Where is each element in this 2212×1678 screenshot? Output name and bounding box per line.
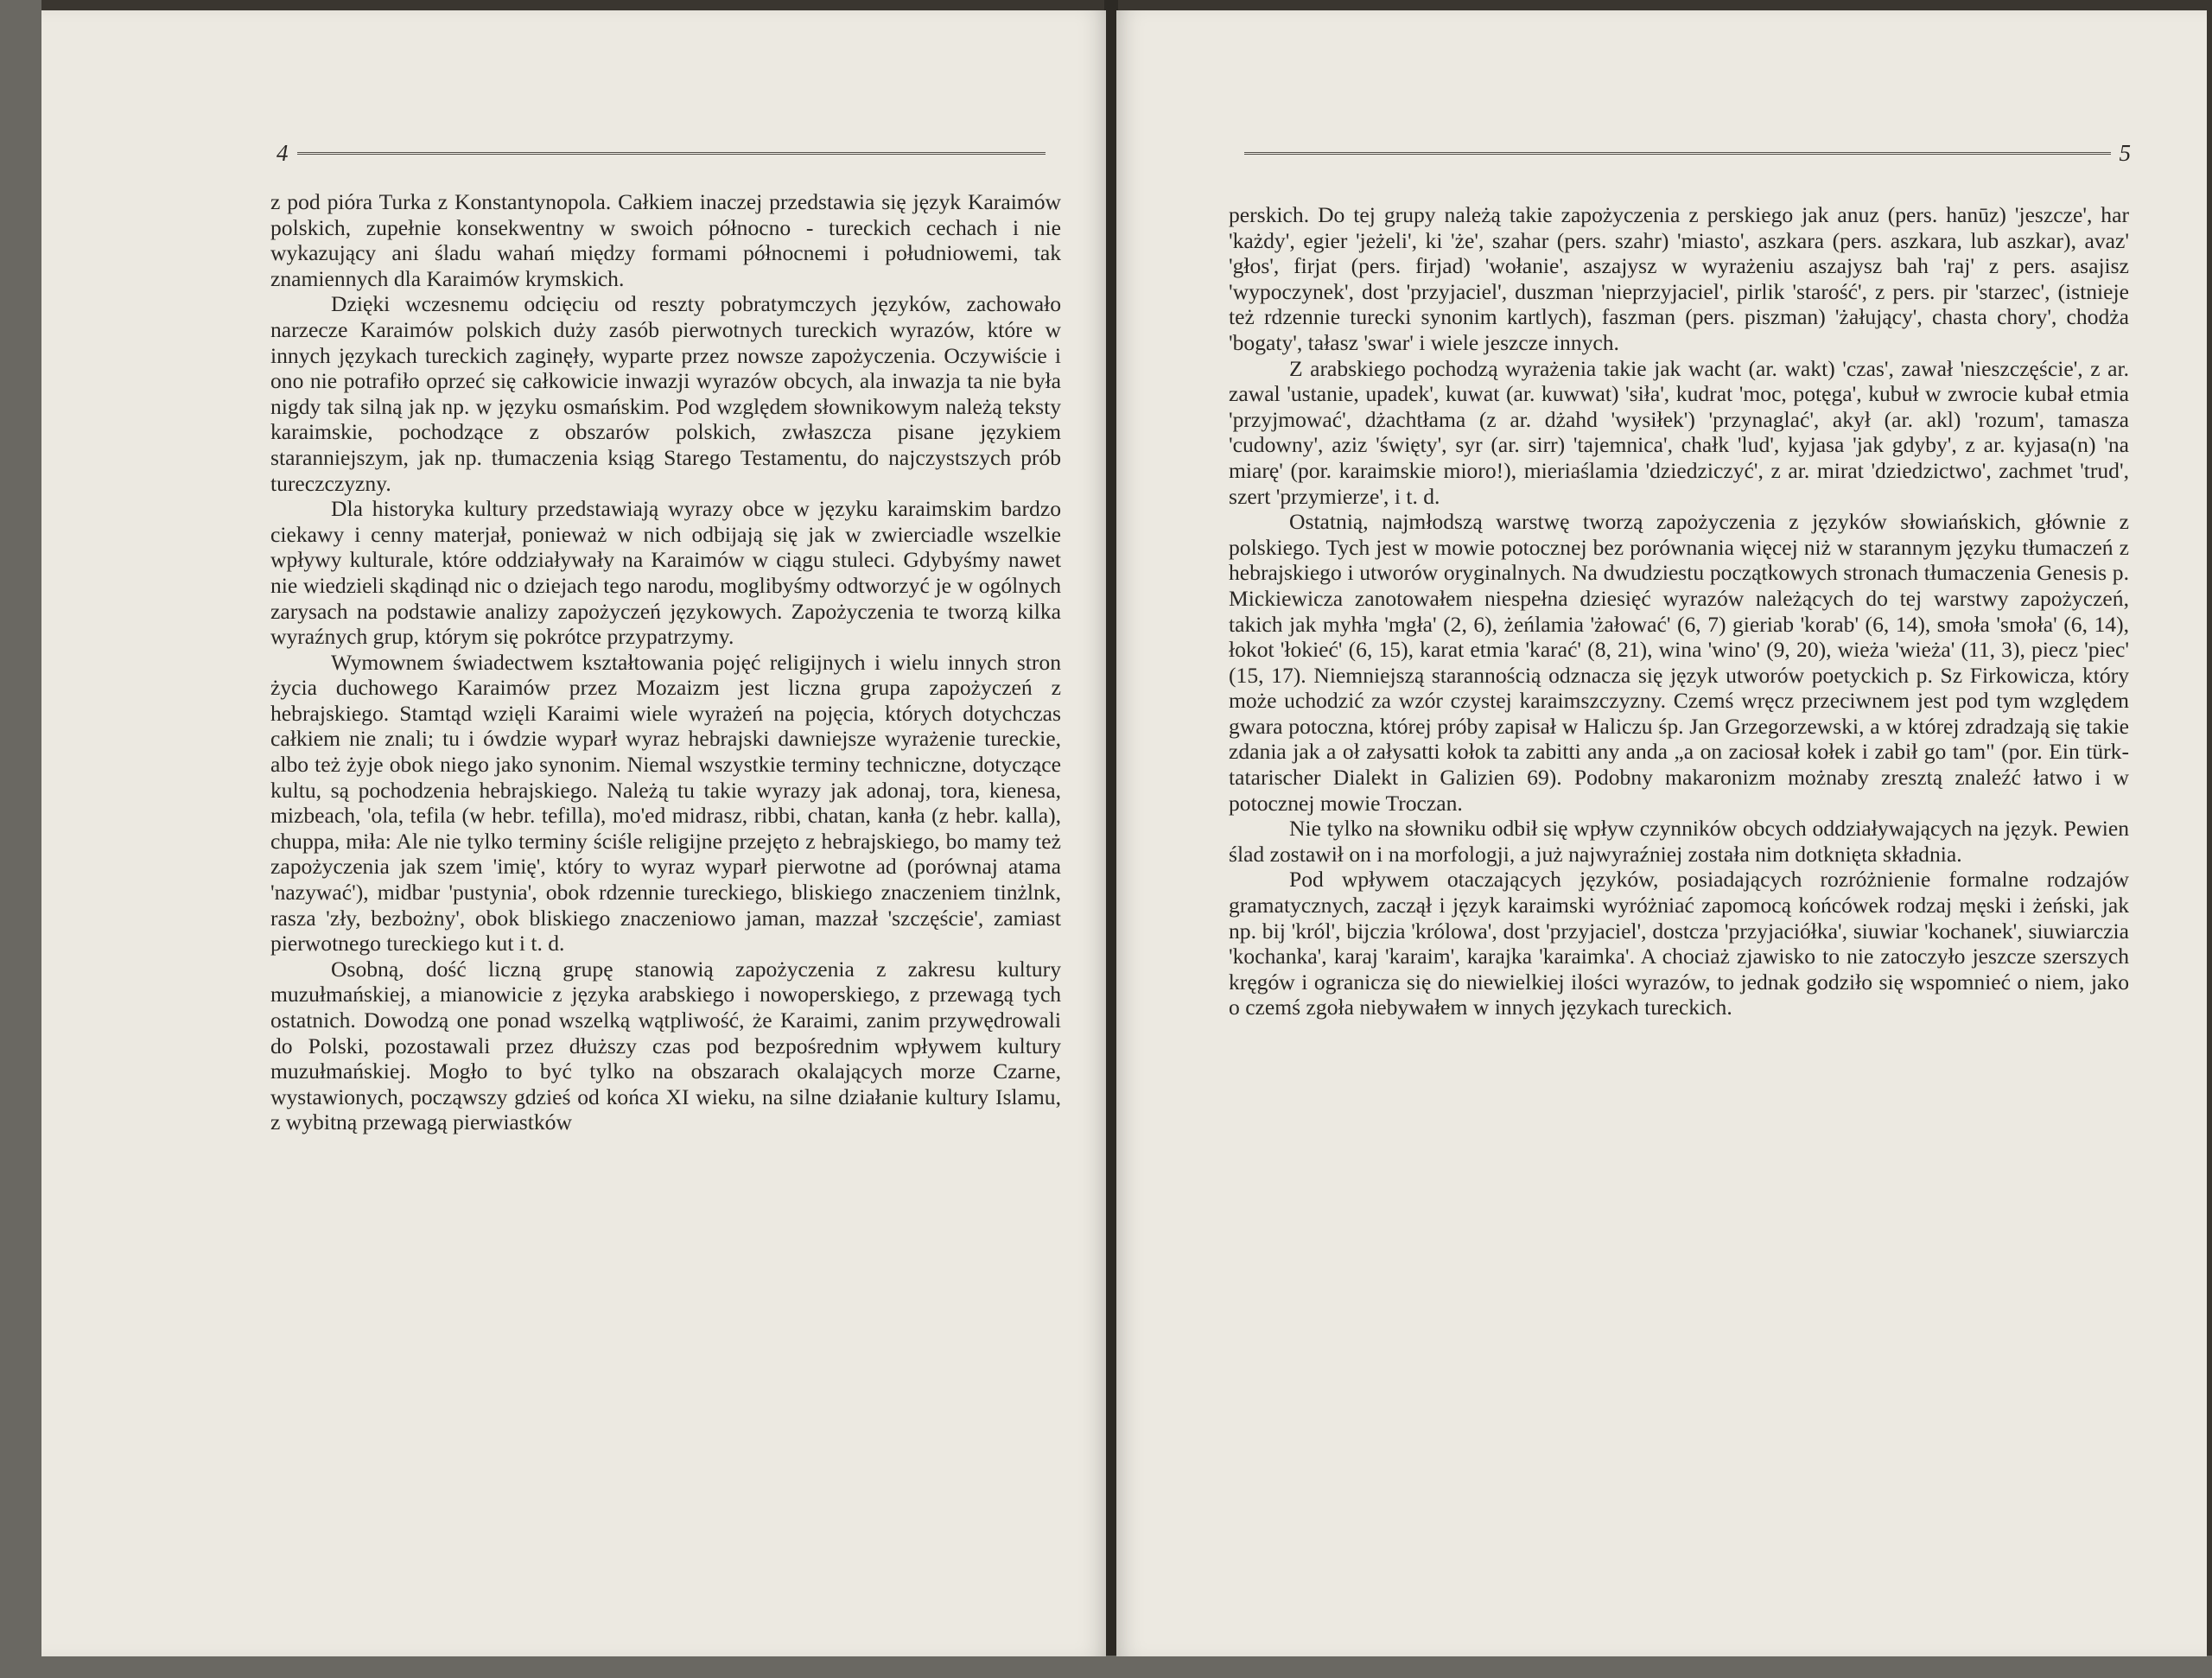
right-page-number: 5 — [2119, 140, 2131, 166]
paragraph: Ostatnią, najmłodszą warstwę tworzą zapożyczenia z języków słowiańskich, głównie z polskiego. Tych jest w mowie potocznej bez porównania więcej niż w starannym języku tłumaczeń z hebrajskiego i utworów oryginalnych. Na dwudziestu początkowych stronach tłumaczenia Genesis p. Mickiewicza zanotowałem niespełna dziesięć wyrazów należących do tej warstwy zapożyczeń, takich jak myhła 'mgła' (2, 6), żeńlamia 'żałować' (6, 7) gieriab 'korab' (6, 14), smoła 'smoła' (6, 14), łokot 'łokieć' (6, 15), karat etmia 'karać' (8, 21), wina 'wino' (9, 20), wieża 'wieża' (11, 3), piecz 'piec' (15, 17). Niemniejszą starannością odznacza się język utworów poetyckich p. Sz Firkowicza, który może uchodzić za wzór czystej karaimszczyzny. Czemś wręcz przeciwnem jest pod tym względem gwara potoczna, której próby zapisał w Haliczu śp. Jan Grzegorzewski, a w której zdradzają się takie zdania jak a oł załysatti kołok ta zabitti any anda „a on zaciosał kołek i zabił go tam" (por. Ein türk-tatarischer Dialekt in Galizien 69). Podobny makaronizm możnaby zresztą znaleźć łatwo i w potocznej mowie Troczan. — [1229, 509, 2129, 816]
paragraph: Dzięki wczesnemu odcięciu od reszty pobratymczych języków, zachowało narzecze Karaimów polskich duży zasób pierwotnych tureckich wyrazów, które w innych językach tureckich zaginęły, wyparte przez nowsze zapożyczenia. Oczywiście i ono nie potrafiło oprzeć się całkowicie inwazji wyrazów obcych, ala inwazja ta nie była nigdy tak silną jak np. w języku osmańskim. Pod względem słownikowym należą teksty karaimskie, pochodzące z obszarów polskich, zwłaszcza pisane językiem staranniejszym, jak np. tłumaczenia ksiąg Starego Testamentu, do najczystszych prób tureczczyzny. — [270, 291, 1061, 496]
paragraph: perskich. Do tej grupy należą takie zapożyczenia z perskiego jak anuz (pers. hanūz) 'jeszcze', har 'każdy', egier 'jeżeli', ki 'że', szahar (pers. szahr) 'miasto', aszkara (pers. aszkara, lub aszkar), avaz' 'głos', firjat (pers. firjad) 'wołanie', aszajysz w wyrażeniu aszajysz bah 'raj' z pers. asajisz 'wypoczynek', dost 'przyjaciel', duszman 'nieprzyjaciel', pirlik 'starość', z pers. pir 'starzec', (istnieje też rdzennie turecki synonim kartlych), faszman (pers. piszman) 'żałujący', chasta chory', chodża 'bogaty', tałasz 'swar' i wiele jeszcze innych. — [1229, 202, 2129, 355]
left-page — [41, 10, 1106, 1656]
left-page-body — [270, 189, 1061, 1135]
left-page-number: 4 — [276, 140, 289, 166]
right-header-rule — [1244, 152, 2111, 155]
paragraph: Z arabskiego pochodzą wyrażenia takie jak wacht (ar. wakt) 'czas', zawał 'nieszczęście', z ar. zawal 'ustanie, upadek', kuwat (ar. kuwwat) 'siła', kudrat 'moc, potęga', kubuł w zwrocie kubał etmia 'przyjmować', dżachtłama (z ar. dżahd 'wysiłek') 'przynaglać', akył (ar. akl) 'rozum', tamasza 'cudowny', aziz 'święty', syr (ar. sirr) 'tajemnica', chałk 'lud', kyjasa 'jak gdyby', z ar. kyjasa(n) 'na miarę' (por. karaimskie mioro!), mieriaślamia 'dziedziczyć', z ar. mirat 'dziedzictwo', zachmet 'trud', szert 'przymierze', i t. d. — [1229, 355, 2129, 509]
book-edge-left — [0, 0, 41, 1678]
paragraph: Dla historyka kultury przedstawiają wyrazy obce w języku karaimskim bardzo ciekawy i cenny materjał, ponieważ w nich odbijają się jak w zwierciadle wszelkie wpływy kulturale, które oddziaływały na Karaimów w ciągu stuleci. Gdybyśmy nawet nie wiedzieli skądinąd nic o dziejach tego narodu, moglibyśmy odtworzyć je w ogólnych zarysach na podstawie analizy zapożyczeń językowych. Zapożyczenia te tworzą kilka wyraźnych grup, którym się pokrótce przypatrzymy. — [270, 496, 1061, 650]
paragraph: Osobną, dość liczną grupę stanowią zapożyczenia z zakresu kultury muzułmańskiej, a mianowicie z języka arabskiego i nowoperskiego, z przewagą tych ostatnich. Dowodzą one ponad wszelką wątpliwość, że Karaimi, zanim przywędrowali do Polski, pozostawali przez dłuższy czas pod bezpośrednim wpływem kultury muzułmańskiej. Mogło to być tylko na obszarach okalających morze Czarne, wystawionych, począwszy gdzieś od końca XI wieku, na silne działanie kultury Islamu, z wybitną przewagą pierwiastków — [270, 956, 1061, 1135]
left-page-header — [276, 140, 1054, 166]
paragraph: Pod wpływem otaczających języków, posiadających rozróżnienie formalne rodzajów gramatycznych, zaczął i język karaimski wyróżniać zapomocą końcówek rodzaj męski i żeński, jak np. bij 'król', bijczia 'królowa', dost 'przyjaciel', dostcza 'przyjaciółka', siuwiar 'kochanek', siuwiarczia 'kochanka', karaj 'karaim', karajka 'karaimka'. A chociaż zjawisko to nie zatoczyło jeszcze szerszych kręgów i ogranicza się do niewielkiej ilości wyrazów, to jednak godziło się wspomnieć o niem, jako o czemś zgoła niebywałem w innych językach tureckich. — [1229, 867, 2129, 1020]
book-edge-bottom — [0, 1656, 2212, 1678]
right-page-body — [1229, 202, 2129, 1020]
right-page — [1116, 10, 2207, 1656]
left-header-rule — [297, 152, 1046, 155]
paragraph: z pod pióra Turka z Konstantynopola. Całkiem inaczej przedstawia się język Karaimów polskich, zupełnie konsekwentny w swoich północno - tureckich cechach i nie wykazujący ani śladu wahań między formami północnemi i południowemi, tak znamiennych dla Karaimów krymskich. — [270, 189, 1061, 291]
paragraph: Wymownem świadectwem kształtowania pojęć religijnych i wielu innych stron życia duchowego Karaimów przez Mozaizm jest liczna grupa zapożyczeń z hebrajskiego. Stamtąd wzięli Karaimi wiele wyrażeń na pojęcia, których dotychczas całkiem nie znali; tu i ówdzie wyparł wyraz hebrajski dawniejsze wyrażenie tureckie, albo też żyje obok niego jako synonim. Niemal wszystkie terminy techniczne, dotyczące kultu, są pochodzenia hebrajskiego. Należą tu takie wyrazy jak adonaj, tora, kienesa, mizbeach, 'ola, tefila (w hebr. tefilla), mo'ed midrasz, ribbi, chatan, kanła (z hebr. kalla), chuppa, miła: Ale nie tylko terminy ściśle religijne przejęto z hebrajskiego, bo mamy też zapożyczenia jak szem 'imię', który to wyraz wyparł pierwotne ad (porównaj atama 'nazywać'), midbar 'pustynia', obok rdzennie tureckiego, bliskiego znaczeniem tinżlnk, rasza 'zły, bezbożny', obok bliskiego znaczeniowo jaman, mazzał 'szczęście', zamiast pierwotnego tureckiego kut i t. d. — [270, 649, 1061, 957]
right-page-header — [1236, 140, 2131, 166]
paragraph: Nie tylko na słowniku odbił się wpływ czynników obcych oddziaływających na język. Pewien ślad zostawił on i na morfologji, a już najwyraźniej została nim dotknięta składnia. — [1229, 816, 2129, 867]
